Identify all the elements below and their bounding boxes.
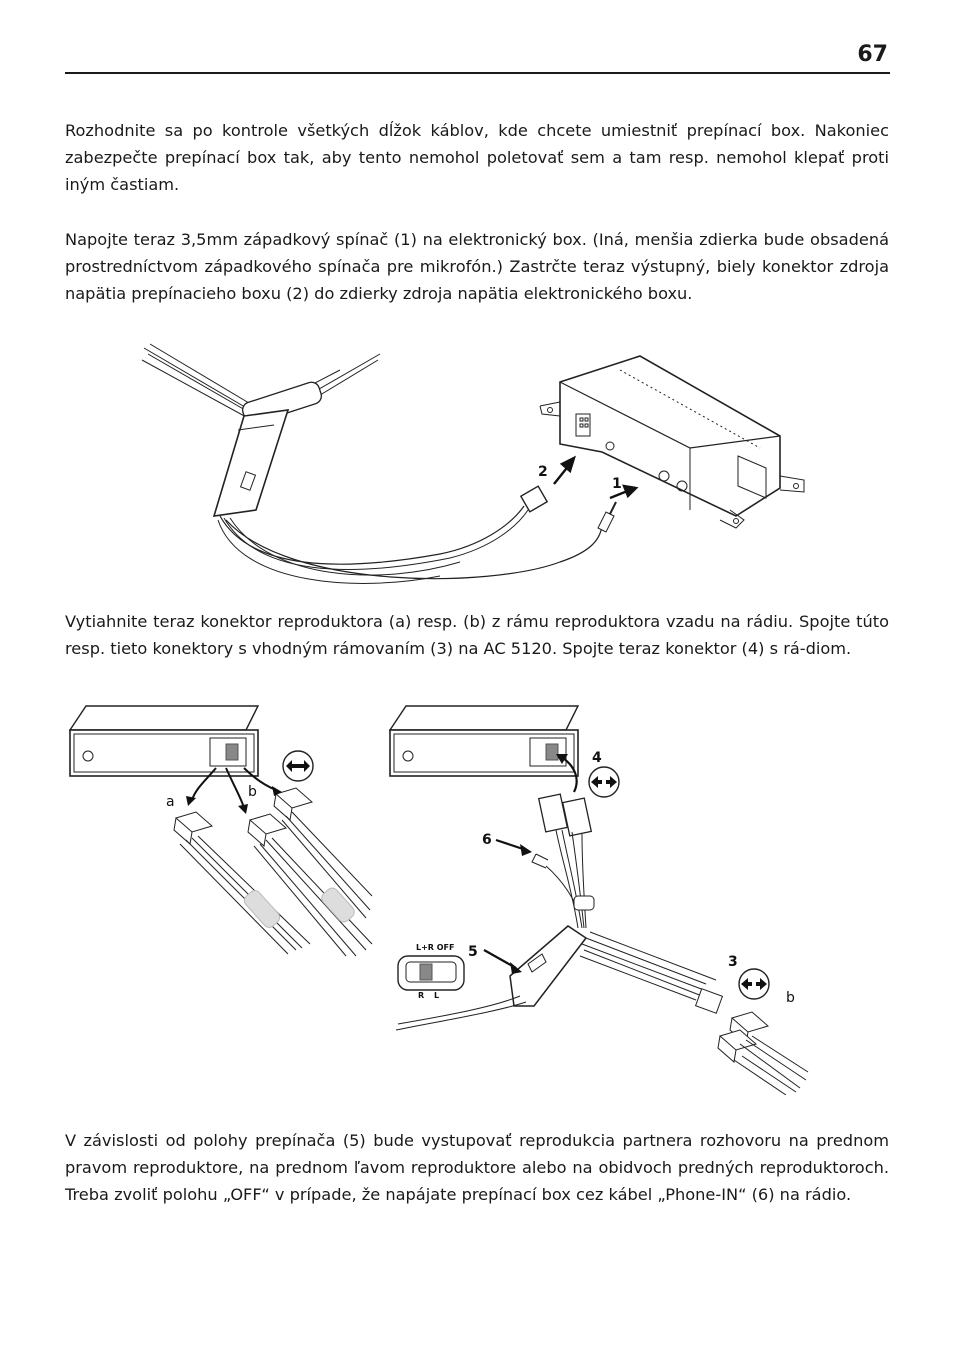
paragraph-3: Vytiahnite teraz konektor reproduktora (a) resp. (b) z rámu reproduktora vzadu na rádiu. Spojte túto resp. tieto konektory s vhodným rámovaním (3) na AC 5120. Spojte teraz konektor (4) s rá-diom. (65, 612, 889, 658)
switch-top-label: L+R OFF (416, 943, 455, 952)
paragraph-4: V závislosti od polohy prepínača (5) bude vystupovať reprodukcia partnera rozhovoru na prednom pravom reproduktore, na prednom ľavom reproduktore alebo na obidvoch predných reproduktoroch. Treba zvoliť polohu „OFF“ v prípade, že napájate prepínací box cez kábel „Phone-IN“ (6) na rádio. (65, 1131, 889, 1204)
label-a: a (166, 794, 175, 810)
switch-r-label: R (418, 991, 425, 1000)
paragraph-2: Napojte teraz 3,5mm západkový spínač (1) na elektronický box. (Iná, menšia zdierka bude obsadená prostredníctvom západkového spínača pre mikrofón.) Zastrčte teraz výstupný, biely konektor zdroja napätia prepínacieho boxu (2) do zdierky zdroja napätia elektronického boxu. (65, 230, 889, 303)
label-4: 4 (592, 750, 602, 766)
label-b: b (248, 784, 257, 800)
figure-speaker-connectors (66, 700, 376, 960)
figure-switchbox-connection (140, 340, 820, 590)
bidirectional-arrow-icon (283, 751, 313, 781)
label-1: 1 (612, 476, 622, 492)
label-2: 2 (538, 464, 548, 480)
label-3: 3 (728, 954, 738, 970)
label-6: 6 (482, 832, 492, 848)
page-number: 67 (857, 42, 888, 67)
label-5: 5 (468, 944, 478, 960)
plug-in-arrow-icon (589, 767, 619, 797)
label-b: b (786, 990, 795, 1006)
paragraph-1: Rozhodnite sa po kontrole všetkých dĺžok káblov, kde chcete umiestniť prepínací box. Nakoniec zabezpečte prepínací box tak, aby tento nemohol poletovať sem a tam resp. nemohol klepať proti iným častiam. (65, 121, 889, 194)
header-rule (65, 72, 890, 74)
plug-in-arrow-icon-3 (739, 969, 769, 999)
figure-radio-connection (386, 700, 816, 1095)
switch-l-label: L (434, 991, 440, 1000)
